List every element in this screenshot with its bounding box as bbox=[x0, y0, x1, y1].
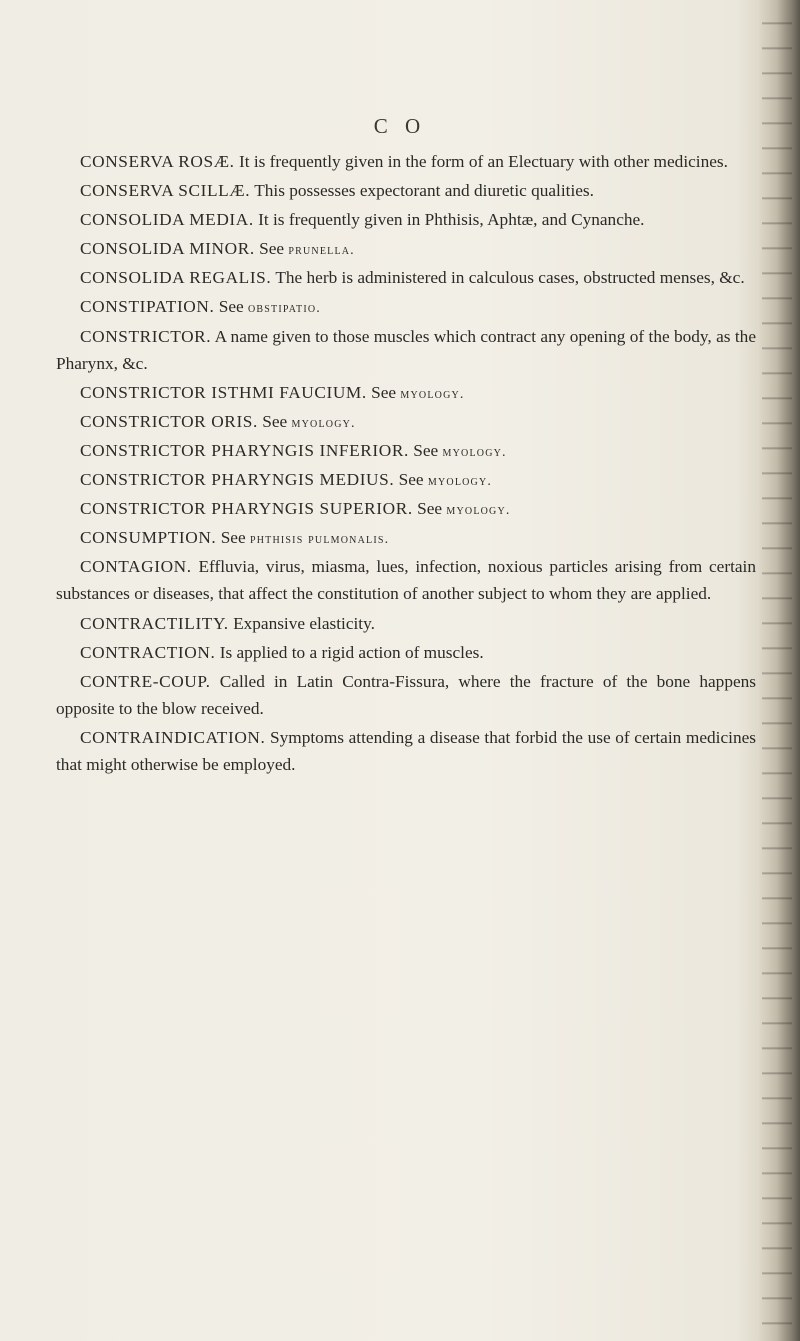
entry-reference: phthisis pulmonalis. bbox=[249, 532, 390, 548]
page-edge-leaves bbox=[762, 0, 792, 1341]
entry-text: See bbox=[398, 470, 424, 490]
entry bbox=[56, 466, 756, 495]
entry-text: This possesses expectorant and diuretic qualities. bbox=[254, 181, 594, 201]
entry-text: See bbox=[218, 297, 244, 317]
entry-text: Called in Latin Contra-Fissura, where the fracture of the bone happens opposite to the blow received. bbox=[56, 671, 756, 718]
entry-headword: CONTRAINDICATION. bbox=[80, 727, 266, 747]
entry-text: It is frequently given in the form of an Electuary with other medicines. bbox=[238, 152, 728, 171]
entry bbox=[56, 524, 756, 553]
entry bbox=[56, 379, 756, 408]
entry bbox=[56, 323, 756, 379]
entry-text: Expansive elasticity. bbox=[233, 613, 375, 633]
entry-text: Is applied to a rigid action of muscles. bbox=[219, 642, 484, 662]
entry-headword: CONSTRICTOR. bbox=[80, 326, 212, 346]
entry-headword: CONSTRICTOR PHARYNGIS MEDIUS. bbox=[80, 470, 395, 490]
entry bbox=[56, 495, 756, 524]
entry bbox=[56, 437, 756, 466]
entry-headword: CONTAGION. bbox=[80, 557, 192, 577]
entry-reference: prunella. bbox=[288, 243, 355, 259]
entry-text: The herb is administered in calculous cases, obstructed menses, &c. bbox=[275, 268, 745, 288]
entry bbox=[56, 724, 756, 780]
entry bbox=[56, 206, 756, 235]
entry-headword: CONSERVA ROSÆ. bbox=[80, 152, 235, 171]
entry bbox=[56, 553, 756, 609]
entry bbox=[56, 408, 756, 437]
entry-headword: CONSOLIDA MINOR. bbox=[80, 239, 255, 259]
entry bbox=[56, 610, 756, 639]
entry bbox=[56, 177, 756, 206]
entry bbox=[56, 264, 756, 293]
entry-headword: CONSTRICTOR ORIS. bbox=[80, 411, 258, 431]
entry bbox=[56, 293, 756, 322]
entry-reference: myology. bbox=[442, 444, 507, 460]
dictionary-entries bbox=[56, 148, 756, 780]
entry-reference: obstipatio. bbox=[248, 301, 322, 317]
entry-text: See bbox=[262, 411, 288, 431]
entry-headword: CONSOLIDA REGALIS. bbox=[80, 268, 272, 288]
running-head: C O bbox=[373, 114, 427, 138]
entry-text: See bbox=[413, 440, 439, 460]
entry bbox=[56, 235, 756, 264]
entry-headword: CONSTIPATION. bbox=[80, 297, 215, 317]
entry-text: See bbox=[220, 528, 246, 548]
entry-text: It is frequently given in Phthisis, Aphtæ, and Cynanche. bbox=[258, 210, 645, 230]
entry-headword: CONSTRICTOR ISTHMI FAUCIUM. bbox=[80, 382, 367, 402]
entry-headword: CONTRACTILITY. bbox=[80, 613, 229, 633]
entry-reference: myology. bbox=[400, 386, 465, 402]
entry-headword: CONSERVA SCILLÆ. bbox=[80, 181, 251, 201]
entry-reference: myology. bbox=[427, 474, 493, 490]
entry bbox=[56, 668, 756, 724]
entry-reference: myology. bbox=[446, 503, 511, 519]
entry-headword: CONSOLIDA MEDIA. bbox=[80, 210, 254, 230]
entry-text: Effluvia, virus, miasma, lues, infection, noxious particles arising from certain substances or diseases, that affect the constitution of another subject to whom they are applied. bbox=[56, 557, 756, 604]
entry-headword: CONTRACTION. bbox=[80, 642, 216, 662]
entry bbox=[56, 148, 756, 177]
entry-headword: CONSUMPTION. bbox=[80, 528, 217, 548]
entry-text: See bbox=[259, 239, 285, 259]
entry-reference: myology. bbox=[291, 415, 356, 431]
entry-text: See bbox=[371, 382, 397, 402]
entry-headword: CONTRE-COUP. bbox=[80, 671, 211, 691]
entry-text: A name given to those muscles which contract any opening of the body, as the Pharynx, &c. bbox=[56, 326, 756, 373]
entry-headword: CONSTRICTOR PHARYNGIS INFERIOR. bbox=[80, 440, 409, 460]
entry-text: Symptoms attending a disease that forbid the use of certain medicines that might otherwise be employed. bbox=[56, 727, 756, 774]
entry-headword: CONSTRICTOR PHARYNGIS SUPERIOR. bbox=[80, 499, 413, 519]
entry-text: See bbox=[417, 499, 443, 519]
entry bbox=[56, 639, 756, 668]
